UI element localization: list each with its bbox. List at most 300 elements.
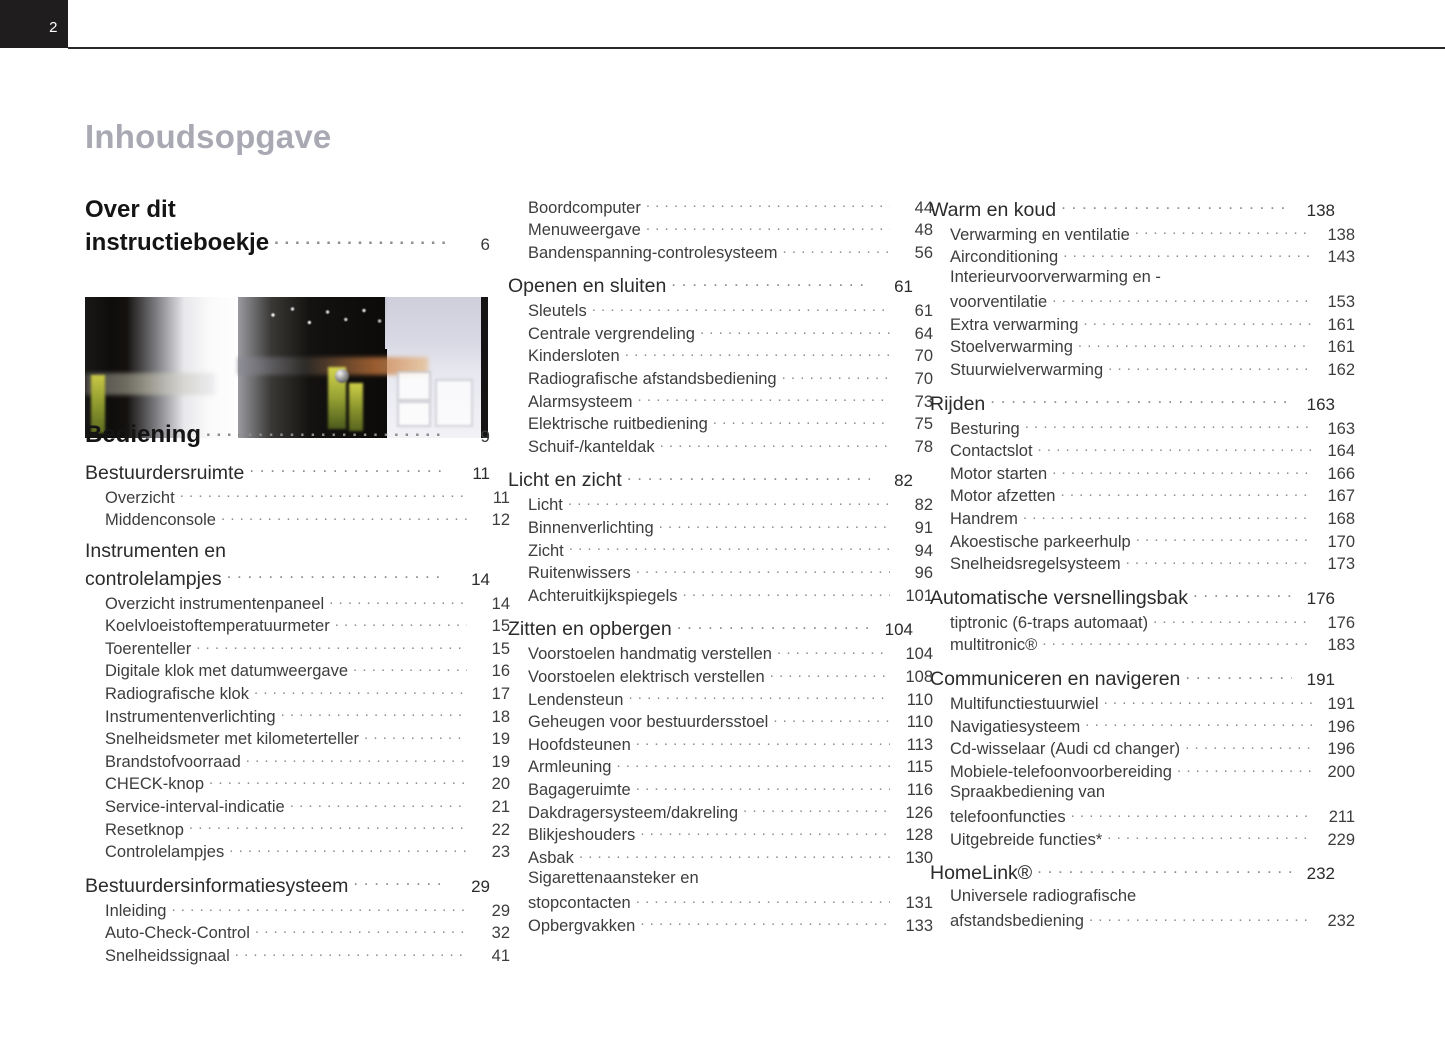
toc-entry[interactable]	[508, 322, 933, 345]
toc-entry[interactable]	[508, 413, 933, 436]
toc-entry-label: Toerenteller	[105, 639, 192, 658]
toc-entry-label: CHECK-knop	[105, 775, 205, 794]
toc-entry-label: Contactslot	[950, 442, 1033, 461]
toc-entry-label: Stoelverwarming	[950, 338, 1073, 357]
toc-leader-dots	[353, 660, 467, 677]
toc-entry-page-number: 196	[1327, 717, 1355, 736]
toc-entry-label: Licht	[528, 496, 563, 515]
toc-entry[interactable]	[930, 313, 1355, 336]
toc-entry-page-number: 19	[491, 730, 510, 749]
toc-entry-page-number: 44	[914, 198, 933, 217]
toc-entry[interactable]	[930, 485, 1355, 508]
toc-entry-page-number: 20	[491, 775, 510, 794]
toc-entry-page-number: 21	[491, 798, 510, 817]
toc-entry[interactable]	[930, 359, 1355, 382]
toc-entry-page-number: 29	[491, 901, 510, 920]
toc-entry-page-number: 6	[480, 235, 490, 254]
toc-entry-label: Navigatiesysteem	[950, 717, 1081, 736]
toc-entry-page-number: 82	[914, 496, 933, 515]
toc-entry-label: Koelvloeistoftemperatuurmeter	[105, 617, 330, 636]
toc-entry-page-number: 196	[1327, 740, 1355, 759]
toc-entry[interactable]	[85, 705, 510, 728]
toc-entry-line-2[interactable]	[930, 805, 1355, 828]
toc-entry[interactable]	[930, 336, 1355, 359]
toc-entry-page-number: 16	[491, 662, 510, 681]
toc-entry[interactable]	[930, 611, 1355, 634]
toc-entry-page-number: 167	[1327, 487, 1355, 506]
toc-entry-label: Achteruitkijkspiegels	[528, 586, 678, 605]
toc-entry-page-number: 133	[905, 916, 933, 935]
toc-entry-label-line-1: Spraakbediening van	[950, 782, 1106, 801]
toc-entry-page-number: 18	[491, 707, 510, 726]
toc-entry[interactable]	[508, 562, 933, 585]
toc-entry-label: Voorstoelen handmatig verstellen	[528, 645, 772, 664]
toc-leader-dots	[773, 711, 890, 728]
toc-entry-multiline[interactable]	[930, 268, 1355, 313]
toc-leader-dots	[1193, 584, 1292, 604]
toc-entry-page-number: 11	[472, 463, 490, 483]
toc-leader-dots	[1083, 313, 1312, 330]
toc-leader-dots	[255, 922, 467, 939]
toc-entry-page-number: 61	[914, 302, 933, 321]
toc-entry[interactable]	[930, 715, 1355, 738]
toc-entry-label: Bestuurdersruimte	[85, 461, 245, 484]
toc-entry-label: Voorstoelen elektrisch verstellen	[528, 668, 765, 686]
toc-entry[interactable]	[930, 828, 1355, 851]
toc-entry-page-number: 32	[491, 924, 510, 943]
toc-entry[interactable]	[508, 584, 933, 607]
toc-entry-label-line-1: Instrumenten en	[85, 540, 226, 563]
toc-entry-page-number: 143	[1327, 248, 1355, 267]
toc-entry-page-number: 96	[914, 564, 933, 583]
toc-entry-label: Bediening	[85, 421, 202, 448]
toc-entry-page-number: 138	[1327, 225, 1355, 244]
toc-entry-label: Dakdragersysteem/dakreling	[528, 803, 739, 822]
toc-entry-page-number: 9	[480, 427, 490, 446]
toc-leader-dots	[1025, 417, 1312, 434]
toc-leader-dots	[1060, 485, 1312, 502]
toc-entry[interactable]	[508, 241, 933, 264]
toc-entry[interactable]	[508, 435, 933, 458]
toc-entry[interactable]	[508, 390, 933, 413]
toc-entry-page-number: 70	[914, 370, 933, 389]
toc-entry-label: Digitale klok met datumweergave	[105, 662, 349, 681]
toc-entry-label: Airconditioning	[950, 248, 1059, 267]
toc-column-2	[508, 196, 933, 937]
toc-entry-label: Inleiding	[105, 901, 167, 920]
toc-leader-dots	[616, 756, 890, 773]
toc-entry-page-number: 14	[491, 594, 510, 613]
toc-entry-label: Automatische versnellingsbak	[930, 586, 1188, 609]
toc-entry[interactable]	[508, 914, 933, 937]
toc-entry[interactable]	[508, 196, 933, 219]
toc-entry-label: Akoestische parkeerhulp	[950, 532, 1131, 551]
toc-entry[interactable]	[85, 509, 510, 532]
toc-entry-label: Verwarming en ventilatie	[950, 225, 1130, 244]
toc-entry[interactable]	[508, 643, 933, 666]
toc-entry[interactable]	[930, 634, 1355, 657]
toc-entry-line-2[interactable]	[508, 891, 933, 914]
toc-entry[interactable]	[930, 440, 1355, 463]
toc-leader-dots	[1023, 508, 1312, 525]
toc-leader-dots	[1089, 909, 1312, 926]
toc-entry[interactable]	[930, 196, 1335, 223]
toc-entry-label: multitronic®	[950, 636, 1038, 655]
toc-entry-page-number: 183	[1327, 636, 1355, 655]
toc-entry-page-number: 191	[1327, 695, 1355, 713]
toc-leader-dots	[783, 241, 891, 258]
toc-entry[interactable]	[85, 818, 510, 841]
toc-entry-page-number: 162	[1327, 361, 1355, 380]
toc-entry-label: Opbergvakken	[528, 916, 636, 935]
toc-entry-label: Snelheidsmeter met kilometerteller	[105, 730, 360, 749]
toc-leader-dots	[713, 413, 890, 430]
toc-entry[interactable]	[930, 223, 1355, 246]
toc-entry-label: Overzicht	[105, 488, 175, 507]
toc-entry-label: telefoonfuncties	[950, 807, 1066, 826]
toc-entry-page-number: 91	[914, 519, 933, 538]
toc-entry[interactable]	[508, 688, 933, 711]
toc-leader-dots	[249, 459, 447, 479]
toc-entry-page-number: 19	[491, 752, 510, 771]
toc-leader-dots	[1071, 805, 1312, 822]
toc-entry-page-number: 94	[914, 541, 933, 560]
toc-leader-dots	[171, 899, 467, 916]
toc-leader-dots	[628, 688, 890, 705]
toc-leader-dots	[1078, 336, 1312, 353]
toc-entry-page-number: 41	[491, 947, 510, 965]
toc-entry-multiline[interactable]	[85, 540, 490, 592]
toc-entry-page-number: 131	[905, 893, 933, 912]
toc-entry[interactable]	[508, 711, 933, 734]
toc-leader-dots	[221, 509, 467, 526]
toc-entry[interactable]	[508, 345, 933, 368]
toc-entry[interactable]	[930, 860, 1335, 887]
toc-entry[interactable]	[508, 368, 933, 391]
toc-leader-dots	[682, 584, 890, 601]
toc-leader-dots	[1135, 223, 1312, 240]
toc-entry-label: voorventilatie	[950, 293, 1048, 312]
toc-leader-dots	[189, 818, 467, 835]
toc-entry-label: Openen en sluiten	[508, 275, 667, 298]
toc-entry-page-number: 166	[1327, 464, 1355, 483]
toc-entry-label-line-1: Universele radiografische	[950, 886, 1137, 905]
toc-column-1	[85, 196, 510, 967]
toc-entry-label: Radiografische afstandsbediening	[528, 370, 777, 389]
toc-leader-dots	[569, 539, 890, 556]
toc-entry[interactable]	[930, 417, 1355, 440]
toc-leader-dots	[638, 390, 890, 407]
toc-entry-label: Rijden	[930, 392, 986, 415]
toc-entry-line-2[interactable]	[930, 909, 1355, 932]
toc-entry-page-number: 161	[1327, 338, 1355, 357]
toc-entry[interactable]	[508, 824, 933, 847]
toc-entry[interactable]	[930, 508, 1355, 531]
toc-entry-label: Brandstofvoorraad	[105, 752, 241, 771]
toc-entry[interactable]	[85, 615, 510, 638]
toc-entry[interactable]	[85, 418, 490, 450]
toc-leader-dots	[290, 796, 467, 813]
toc-leader-dots	[568, 494, 890, 511]
toc-leader-dots	[1185, 738, 1312, 755]
toc-entry[interactable]	[85, 841, 510, 864]
toc-entry[interactable]	[930, 584, 1335, 611]
toc-entry[interactable]	[508, 494, 933, 517]
toc-leader-dots	[1063, 246, 1312, 263]
toc-entry-page-number: 23	[491, 843, 510, 862]
toc-leader-dots	[627, 467, 870, 487]
toc-entry[interactable]	[508, 801, 933, 824]
toc-entry-page-number: 110	[906, 713, 933, 732]
toc-leader-dots	[659, 517, 890, 534]
toc-entry[interactable]	[508, 846, 933, 869]
toc-entry[interactable]	[85, 459, 490, 486]
toc-entry[interactable]	[85, 773, 510, 796]
toc-entry-label: Motor afzetten	[950, 487, 1056, 506]
toc-entry[interactable]	[930, 246, 1355, 269]
toc-leader-dots	[636, 733, 890, 750]
toc-entry-line-2[interactable]	[85, 226, 490, 258]
toc-entry-multiline[interactable]	[85, 196, 490, 258]
toc-entry-page-number: 110	[906, 690, 933, 709]
toc-leader-dots	[206, 418, 447, 442]
toc-leader-dots	[1185, 666, 1292, 686]
toc-entry[interactable]	[85, 945, 510, 968]
toc-leader-dots	[640, 914, 890, 931]
toc-entry-label: Communiceren en navigeren	[930, 668, 1181, 690]
toc-entry-page-number: 101	[905, 586, 933, 605]
toc-entry-label-line-1: Sigarettenaansteker en	[528, 868, 699, 887]
toc-entry-page-number: 115	[906, 758, 933, 777]
toc-entry-line-2[interactable]	[85, 565, 490, 592]
toc-entry-label: Motor starten	[950, 464, 1048, 483]
toc-entry[interactable]	[508, 219, 933, 242]
toc-entry-label: Service-interval-indicatie	[105, 798, 285, 817]
toc-leader-dots	[196, 637, 467, 654]
toc-entry-page-number: 161	[1327, 315, 1355, 334]
toc-entry-label: Armleuning	[528, 758, 612, 777]
toc-entry[interactable]	[930, 553, 1355, 576]
toc-entry[interactable]	[85, 922, 510, 945]
toc-entry[interactable]	[930, 390, 1335, 417]
toc-entry-label: Besturing	[950, 419, 1020, 438]
toc-entry[interactable]	[508, 539, 933, 562]
toc-column-3	[930, 196, 1355, 932]
toc-entry[interactable]	[508, 273, 913, 300]
toc-entry[interactable]	[508, 467, 913, 494]
toc-leader-dots	[281, 705, 467, 722]
toc-leader-dots	[636, 891, 890, 908]
toc-entry[interactable]	[508, 778, 933, 801]
toc-leader-dots	[579, 846, 890, 863]
toc-entry-page-number: 130	[905, 848, 933, 867]
toc-entry-label: Controlelampjes	[105, 843, 225, 862]
toc-entry-label: Menuweergave	[528, 221, 641, 240]
toc-entry-label: Extra verwarming	[950, 315, 1079, 334]
toc-leader-dots	[1136, 530, 1312, 547]
toc-entry[interactable]	[508, 733, 933, 756]
toc-entry-label: Kindersloten	[528, 347, 620, 366]
toc-entry-label: Centrale vergrendeling	[528, 324, 695, 343]
toc-entry-page-number: 153	[1327, 293, 1355, 312]
toc-leader-dots	[1052, 462, 1312, 479]
toc-entry[interactable]	[508, 616, 913, 643]
toc-entry-label: Elektrische ruitbediening	[528, 415, 708, 434]
toc-entry[interactable]	[85, 872, 490, 899]
toc-leader-dots	[1107, 828, 1312, 845]
toc-entry-page-number: 168	[1327, 510, 1355, 529]
toc-entry-page-number: 163	[1327, 419, 1355, 438]
toc-entry-label: Bestuurdersinformatiesysteem	[85, 874, 349, 897]
toc-entry[interactable]	[930, 462, 1355, 485]
toc-leader-dots	[990, 390, 1292, 410]
toc-entry-page-number: 104	[905, 645, 933, 664]
toc-entry-label: Stuurwielverwarming	[950, 361, 1104, 380]
toc-entry-label: Snelheidssignaal	[105, 947, 230, 965]
toc-entry[interactable]	[930, 760, 1355, 783]
toc-entry-page-number: 128	[905, 826, 933, 845]
toc-entry-label-line-1: Over dit	[85, 196, 176, 223]
toc-leader-dots	[1126, 553, 1312, 570]
toc-leader-dots	[254, 683, 467, 700]
photo-placeholder-spacer	[85, 258, 490, 418]
toc-entry[interactable]	[85, 728, 510, 751]
toc-entry-label: Radiografische klok	[105, 685, 249, 704]
toc-entry-label: instructieboekje	[85, 229, 270, 256]
toc-entry-label: Zicht	[528, 541, 564, 560]
toc-leader-dots	[640, 824, 890, 841]
toc-entry-label: Middenconsole	[105, 511, 216, 530]
toc-entry-page-number: 138	[1306, 200, 1335, 220]
toc-leader-dots	[646, 196, 890, 213]
toc-entry-multiline[interactable]	[930, 782, 1355, 828]
toc-leader-dots	[1038, 440, 1312, 457]
toc-leader-dots	[246, 750, 467, 767]
toc-entry-label: Handrem	[950, 510, 1018, 529]
toc-leader-dots	[777, 643, 890, 660]
toc-entry-label: Zitten en opbergen	[508, 618, 672, 641]
toc-leader-dots	[660, 435, 890, 452]
toc-entry-page-number: 113	[906, 735, 933, 754]
toc-entry[interactable]	[85, 750, 510, 773]
toc-leader-dots	[227, 565, 447, 585]
toc-entry-page-number: 61	[894, 277, 913, 297]
toc-leader-dots	[1037, 860, 1292, 880]
toc-entry-label: Schuif-/kanteldak	[528, 437, 655, 456]
toc-leader-dots	[636, 562, 890, 579]
toc-entry-label: Auto-Check-Control	[105, 924, 250, 943]
toc-entry-label: Multifunctiestuurwiel	[950, 695, 1099, 713]
toc-leader-dots	[636, 778, 890, 795]
toc-entry-page-number: 78	[914, 437, 933, 456]
toc-entry[interactable]	[508, 756, 933, 779]
toc-leader-dots	[1061, 196, 1292, 216]
toc-entry-page-number: 176	[1327, 613, 1355, 632]
toc-entry-page-number: 12	[491, 511, 510, 530]
toc-entry-label: Blikjeshouders	[528, 826, 636, 845]
toc-entry[interactable]	[508, 517, 933, 540]
toc-leader-dots	[235, 945, 467, 962]
toc-entry-label: HomeLink®	[930, 862, 1033, 885]
toc-entry-multiline[interactable]	[508, 868, 933, 914]
toc-entry[interactable]	[930, 530, 1355, 553]
toc-entry[interactable]	[85, 796, 510, 819]
toc-entry-label: Cd-wisselaar (Audi cd changer)	[950, 740, 1181, 759]
toc-entry-page-number: 15	[491, 639, 510, 658]
toc-leader-dots	[671, 273, 870, 293]
toc-entry-label: Licht en zicht	[508, 469, 622, 492]
toc-entry-page-number: 229	[1327, 830, 1355, 849]
toc-leader-dots	[700, 322, 890, 339]
toc-leader-dots	[592, 300, 890, 317]
toc-entry[interactable]	[508, 300, 933, 323]
toc-entry[interactable]	[930, 693, 1355, 716]
toc-leader-dots	[1085, 715, 1312, 732]
toc-entry-label: Sleutels	[528, 302, 587, 321]
toc-leader-dots	[677, 616, 870, 636]
toc-leader-dots	[770, 666, 890, 683]
page-number-tab	[0, 0, 68, 48]
toc-entry-page-number: 15	[491, 617, 510, 636]
toc-entry[interactable]	[930, 738, 1355, 761]
toc-entry-line-2[interactable]	[930, 291, 1355, 314]
toc-entry[interactable]	[85, 683, 510, 706]
toc-leader-dots	[743, 801, 890, 818]
toc-entry-page-number: 164	[1327, 442, 1355, 461]
toc-entry-label-line-1: Interieurvoorverwarming en -	[950, 268, 1161, 287]
toc-leader-dots	[180, 486, 467, 503]
toc-entry-label: controlelampjes	[85, 567, 222, 590]
toc-entry-label: Uitgebreide functies*	[950, 830, 1103, 849]
toc-entry[interactable]	[85, 637, 510, 660]
toc-entry-page-number: 116	[906, 780, 933, 799]
toc-entry-page-number: 22	[491, 820, 510, 839]
toc-entry[interactable]	[85, 486, 510, 509]
toc-entry-page-number: 173	[1327, 555, 1355, 574]
toc-leader-dots	[274, 226, 447, 250]
toc-entry-label: Hoofdsteunen	[528, 735, 631, 754]
toc-entry-label: Mobiele-telefoonvoorbereiding	[950, 762, 1172, 781]
toc-entry-page-number: 17	[491, 685, 510, 704]
toc-entry-page-number: 232	[1327, 911, 1355, 930]
toc-entry-label: Overzicht instrumentenpaneel	[105, 594, 325, 613]
toc-entry-label: tiptronic (6-traps automaat)	[950, 613, 1149, 632]
toc-entry[interactable]	[508, 666, 933, 689]
toc-entry[interactable]	[85, 592, 510, 615]
toc-leader-dots	[329, 592, 467, 609]
toc-entry-label: Binnenverlichting	[528, 519, 654, 538]
toc-entry-page-number: 200	[1327, 762, 1355, 781]
toc-entry-label: Asbak	[528, 848, 574, 867]
toc-entry-page-number: 11	[492, 488, 510, 507]
toc-entry-page-number: 191	[1306, 670, 1335, 689]
toc-entry[interactable]	[85, 899, 510, 922]
toc-entry-label: Bagageruimte	[528, 780, 631, 799]
header-divider-rule	[68, 47, 1445, 49]
toc-entry[interactable]	[930, 666, 1335, 693]
toc-leader-dots	[1177, 760, 1312, 777]
toc-leader-dots	[1153, 611, 1312, 628]
toc-entry[interactable]	[85, 660, 510, 683]
toc-leader-dots	[782, 368, 890, 385]
toc-leader-dots	[335, 615, 467, 632]
toc-entry-multiline[interactable]	[930, 886, 1355, 932]
toc-leader-dots	[1042, 634, 1312, 651]
toc-entry-page-number: 211	[1328, 807, 1355, 826]
toc-entry-label: Bandenspanning-controlesysteem	[528, 243, 778, 262]
toc-leader-dots	[1104, 693, 1312, 710]
toc-entry-label: Resetknop	[105, 820, 184, 839]
